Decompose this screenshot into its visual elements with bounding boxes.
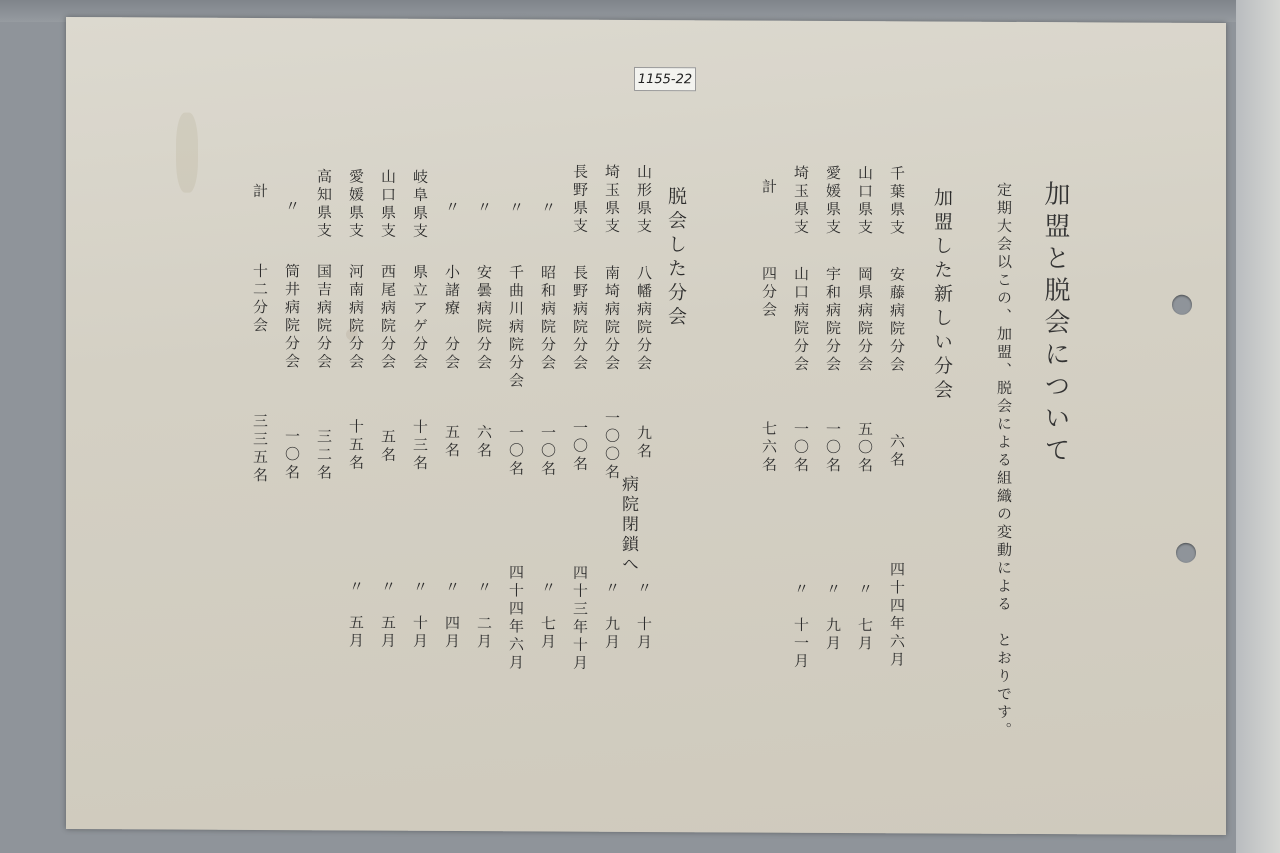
left-date: 〃 二月 [475,579,493,652]
left-pref: 〃 [539,199,557,218]
joined-date: 〃 九月 [824,580,842,654]
closure-note: 病院閉鎖へ [618,474,638,575]
paper-stain [176,113,198,193]
left-count: 一〇〇名 [603,409,621,482]
left-date: 〃 五月 [347,578,365,651]
left-pref: 高知県支 [315,168,333,241]
left-pref: 〃 [507,199,525,218]
left-pref: 長野県支 [571,163,589,236]
left-count: 六名 [475,424,493,461]
joined-count: 五〇名 [856,421,874,476]
joined-heading: 加盟した新しい分会 [931,187,953,404]
left-branch: 昭和病院分会 [539,264,557,373]
left-pref: 〃 [283,198,301,217]
left-branch: 南埼病院分会 [603,264,621,373]
left-pref: 埼玉県支 [603,163,621,236]
left-count: 十五名 [347,418,365,473]
joined-branch: 山口病院分会 [792,265,810,374]
left-pref: 〃 [443,198,461,218]
joined-date: 〃 七月 [856,581,874,654]
scanner-bed-right [1236,0,1280,853]
joined-pref: 愛媛県支 [824,164,842,238]
left-date: 四十三年十月 [571,564,589,673]
left-pref: 愛媛県支 [347,168,365,241]
joined-date: 四十四年六月 [888,561,906,670]
left-branch: 筒井病院分会 [283,263,301,372]
left-date: 〃 十月 [635,579,653,653]
left-date: 〃 九月 [603,579,621,652]
left-branch: 河南病院分会 [347,263,365,372]
left-total-count: 三三五名 [251,412,269,486]
left-pref: 岐阜県支 [411,168,429,241]
left-count: 九名 [635,424,653,462]
joined-pref: 山口県支 [856,165,874,238]
joined-count: 六名 [888,433,906,470]
left-pref: 〃 [475,199,493,218]
joined-date: 〃 十一月 [792,580,810,671]
punch-hole-icon [1176,543,1196,563]
intro-text: 定期大会以この、加盟、脱会による組織の変動による とおりです。 [995,181,1013,740]
page-title: 加盟と脱会について [1040,180,1070,469]
joined-pref: 埼玉県支 [792,164,810,237]
left-total-label: 計 [251,182,269,202]
left-pref: 山口県支 [379,168,397,241]
left-count: 五名 [443,423,461,461]
left-date: 〃 四月 [443,578,461,652]
left-count: 一〇名 [507,424,525,479]
joined-branch: 宇和病院分会 [824,265,842,375]
left-branch: 小諸療 分会 [443,263,461,373]
left-count: 一〇名 [571,419,589,474]
left-branch: 長野病院分会 [571,264,589,373]
left-branch: 千曲川病院分会 [507,264,525,391]
left-date: 〃 七月 [539,579,557,652]
left-date: 〃 十月 [411,578,429,651]
archive-number-label: 1155-22 [634,67,696,91]
left-count: 三二名 [315,428,333,483]
left-total-branches: 十二分会 [251,262,269,336]
left-date: 四十四年六月 [507,564,525,673]
left-count: 十三名 [411,418,429,473]
joined-branch: 安藤病院分会 [888,266,906,375]
left-branch: 県立アゲ分会 [411,263,429,372]
left-branch: 八幡病院分会 [635,264,653,374]
joined-count: 一〇名 [824,420,842,476]
joined-total-label: 計 [760,178,778,197]
joined-branch: 岡県病院分会 [856,266,874,375]
left-count: 一〇名 [539,424,557,479]
left-branch: 西尾病院分会 [379,263,397,372]
left-heading: 脱会した分会 [665,186,687,331]
joined-count: 一〇名 [792,420,810,475]
left-pref: 山形県支 [635,163,653,237]
document-sheet [66,17,1226,835]
left-branch: 安曇病院分会 [475,264,493,373]
punch-hole-icon [1172,295,1192,315]
left-count: 一〇名 [283,428,301,483]
joined-total-count: 七六名 [760,420,778,475]
left-branch: 国吉病院分会 [315,263,333,372]
joined-total-branches: 四分会 [760,265,778,320]
left-count: 五名 [379,428,397,465]
joined-pref: 千葉県支 [888,165,906,238]
left-date: 〃 五月 [379,578,397,651]
